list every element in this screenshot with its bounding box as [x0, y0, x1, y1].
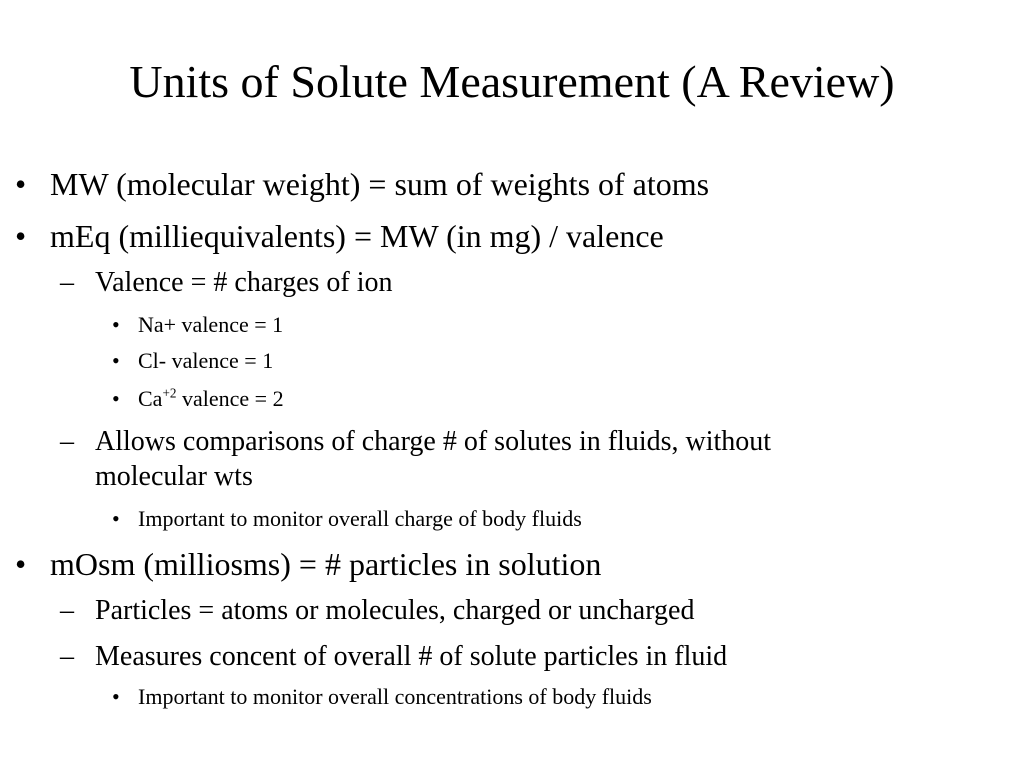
- bullet-marker: •: [112, 312, 120, 337]
- ca-rest: valence = 2: [176, 386, 284, 411]
- bullet-meq: mEq (milliequivalents) = MW (in mg) / valence: [50, 218, 664, 254]
- bullet-marker: •: [15, 166, 27, 202]
- bullet-marker: •: [112, 386, 120, 411]
- sub-sub-bullet-ca: [138, 386, 284, 412]
- bullet-marker: •: [112, 684, 120, 709]
- dash-marker: –: [60, 426, 74, 457]
- sub-sub-bullet-concentrations: Important to monitor overall concentrations of body fluids: [138, 684, 652, 709]
- dash-marker: –: [60, 267, 74, 298]
- dash-marker: –: [60, 641, 74, 672]
- sub-sub-bullet-cl: Cl- valence = 1: [138, 348, 274, 373]
- sub-bullet-allows-line1: Allows comparisons of charge # of solutes in fluids, without: [95, 426, 772, 457]
- bullet-marker: •: [15, 546, 27, 582]
- slide-title: Units of Solute Measurement (A Review): [129, 56, 895, 107]
- sub-bullet-particles: Particles = atoms or molecules, charged or uncharged: [95, 595, 695, 626]
- sub-sub-bullet-na: Na+ valence = 1: [138, 312, 284, 337]
- sub-sub-bullet-charge: Important to monitor overall charge of body fluids: [138, 506, 582, 531]
- sub-bullet-valence: Valence = # charges of ion: [95, 267, 393, 298]
- bullet-marker: •: [15, 218, 27, 254]
- bullet-marker: •: [112, 348, 120, 373]
- bullet-mw: MW (molecular weight) = sum of weights of atoms: [50, 166, 710, 202]
- bullet-mosm: mOsm (milliosms) = # particles in solution: [50, 546, 602, 582]
- ca-base: Ca: [138, 386, 163, 411]
- ca-superscript: +2: [162, 385, 177, 401]
- bullet-marker: •: [112, 506, 120, 531]
- sub-bullet-measures: Measures concent of overall # of solute particles in fluid: [95, 641, 728, 672]
- sub-bullet-allows-line2: molecular wts: [95, 461, 253, 492]
- dash-marker: –: [60, 595, 74, 626]
